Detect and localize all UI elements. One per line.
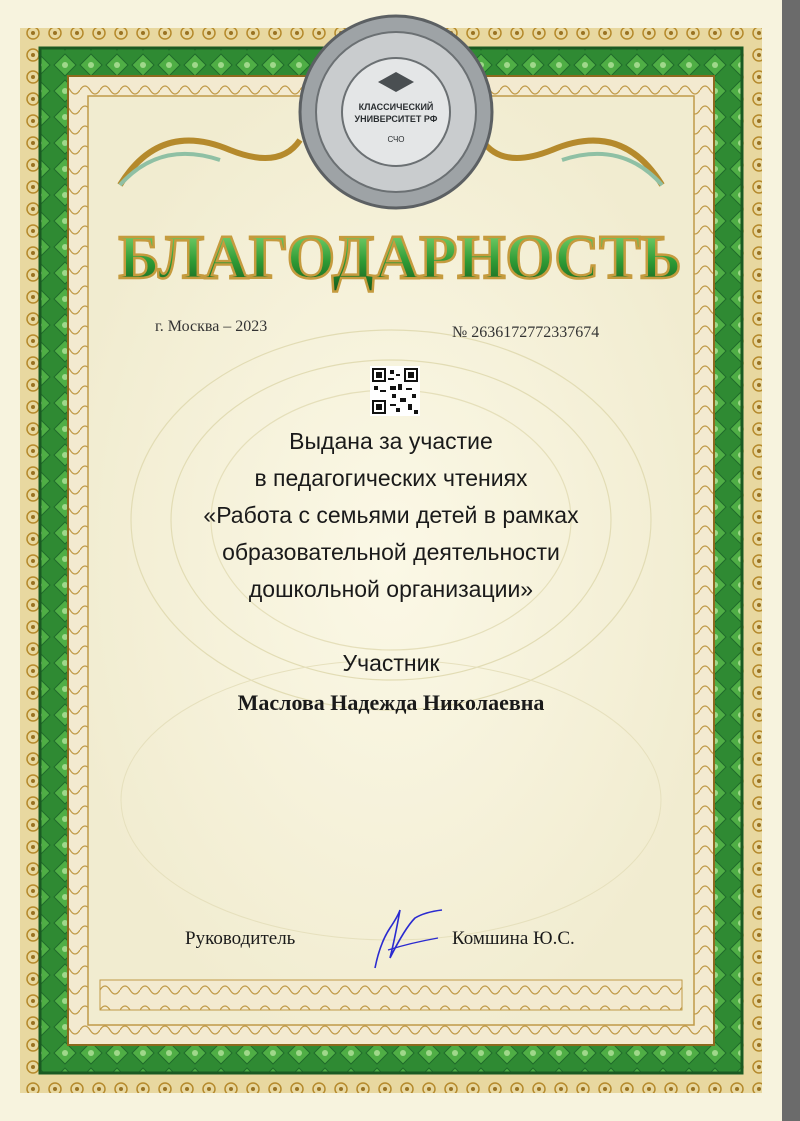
city-year: г. Москва – 2023 (155, 318, 268, 335)
body-line-1: Выдана за участие (289, 428, 493, 454)
role-label: Участник (342, 650, 440, 676)
certificate-title (100, 212, 700, 302)
signature-icon (360, 888, 450, 978)
viewer-scrollbar[interactable] (782, 0, 800, 1121)
body-line-4: образовательной деятельности (222, 539, 560, 565)
certificate-number: № 2636172772337674 (452, 324, 600, 341)
svg-text:УНИВЕРСИТЕТ РФ: УНИВЕРСИТЕТ РФ (354, 114, 438, 124)
signer-name: Комшина Ю.С. (452, 928, 575, 949)
recipient-name: Маслова Надежда Николаевна (237, 690, 545, 715)
body-line-2: в педагогических чтениях (254, 465, 528, 491)
svg-text:СЧО: СЧО (387, 135, 405, 144)
body-line-3: «Работа с семьями детей в рамках (203, 502, 579, 528)
seal-emblem-icon (296, 12, 496, 212)
qr-code-icon (370, 366, 420, 416)
body-line-5: дошкольной организации» (248, 576, 534, 602)
signer-title: Руководитель (185, 928, 296, 949)
svg-text:КЛАССИЧЕСКИЙ: КЛАССИЧЕСКИЙ (358, 102, 434, 112)
title-text: БЛАГОДАРНОСТЬ (118, 224, 682, 292)
